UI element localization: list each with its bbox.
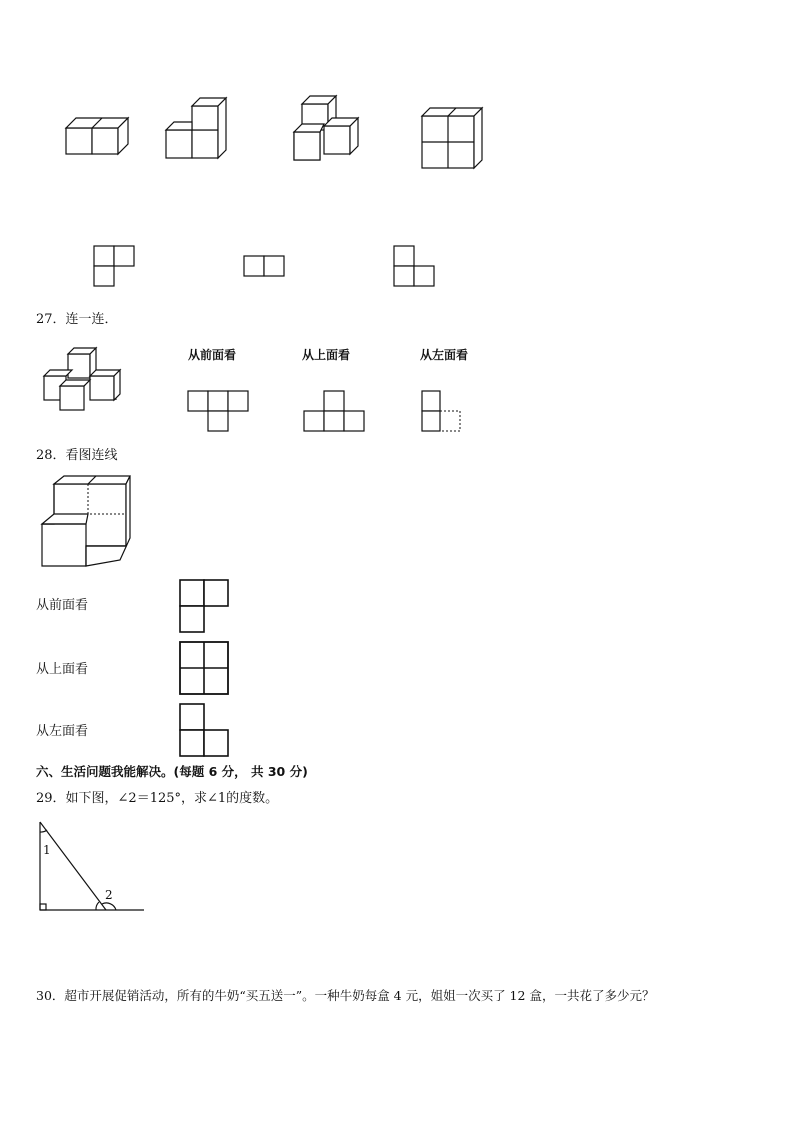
cube-figure-4 (418, 104, 488, 170)
q27-top-view-shape (302, 389, 370, 435)
q27-label: 27．连一连． (36, 312, 118, 327)
q29-triangle-figure (36, 818, 148, 916)
cube-figure-3 (290, 94, 366, 164)
q27-view-front-label: 从前面看 (188, 348, 237, 362)
q29-text: 29．如下图，∠2＝125°，求∠1的度数。 (36, 791, 279, 806)
angle-2-label: 2 (105, 888, 113, 902)
q28-view-top-label: 从上面看 (36, 662, 89, 677)
q28-view-left-label: 从左面看 (36, 724, 89, 739)
q27-view-left-label: 从左面看 (420, 348, 469, 362)
q28-label: 28．看图连线 (36, 448, 118, 463)
angle-1-label: 1 (43, 843, 51, 857)
q28-solid-figure (38, 474, 134, 572)
view-shape-3 (392, 244, 438, 288)
q27-solid-figure (40, 346, 166, 412)
cube-figure-1 (60, 110, 130, 160)
view-shape-1 (92, 244, 138, 288)
section6-heading: 六、生活问题我能解决。(每题 6 分， 共 30 分) (36, 764, 308, 779)
q28-top-view-shape (178, 640, 234, 698)
q28-left-view-shape (178, 702, 234, 760)
q27-view-top-label: 从上面看 (302, 348, 351, 362)
q28-view-front-label: 从前面看 (36, 598, 89, 613)
q30-text: 30．超市开展促销活动，所有的牛奶“买五送一”。一种牛奶每盒 4 元，姐姐一次买了 12 盒，一共花了多少元？ (36, 988, 655, 1003)
cube-figure-2 (162, 96, 232, 162)
q27-left-view-shape (420, 389, 468, 435)
q28-front-view-shape (178, 578, 232, 636)
view-shape-2 (242, 254, 288, 280)
q27-front-view-shape (186, 389, 254, 435)
